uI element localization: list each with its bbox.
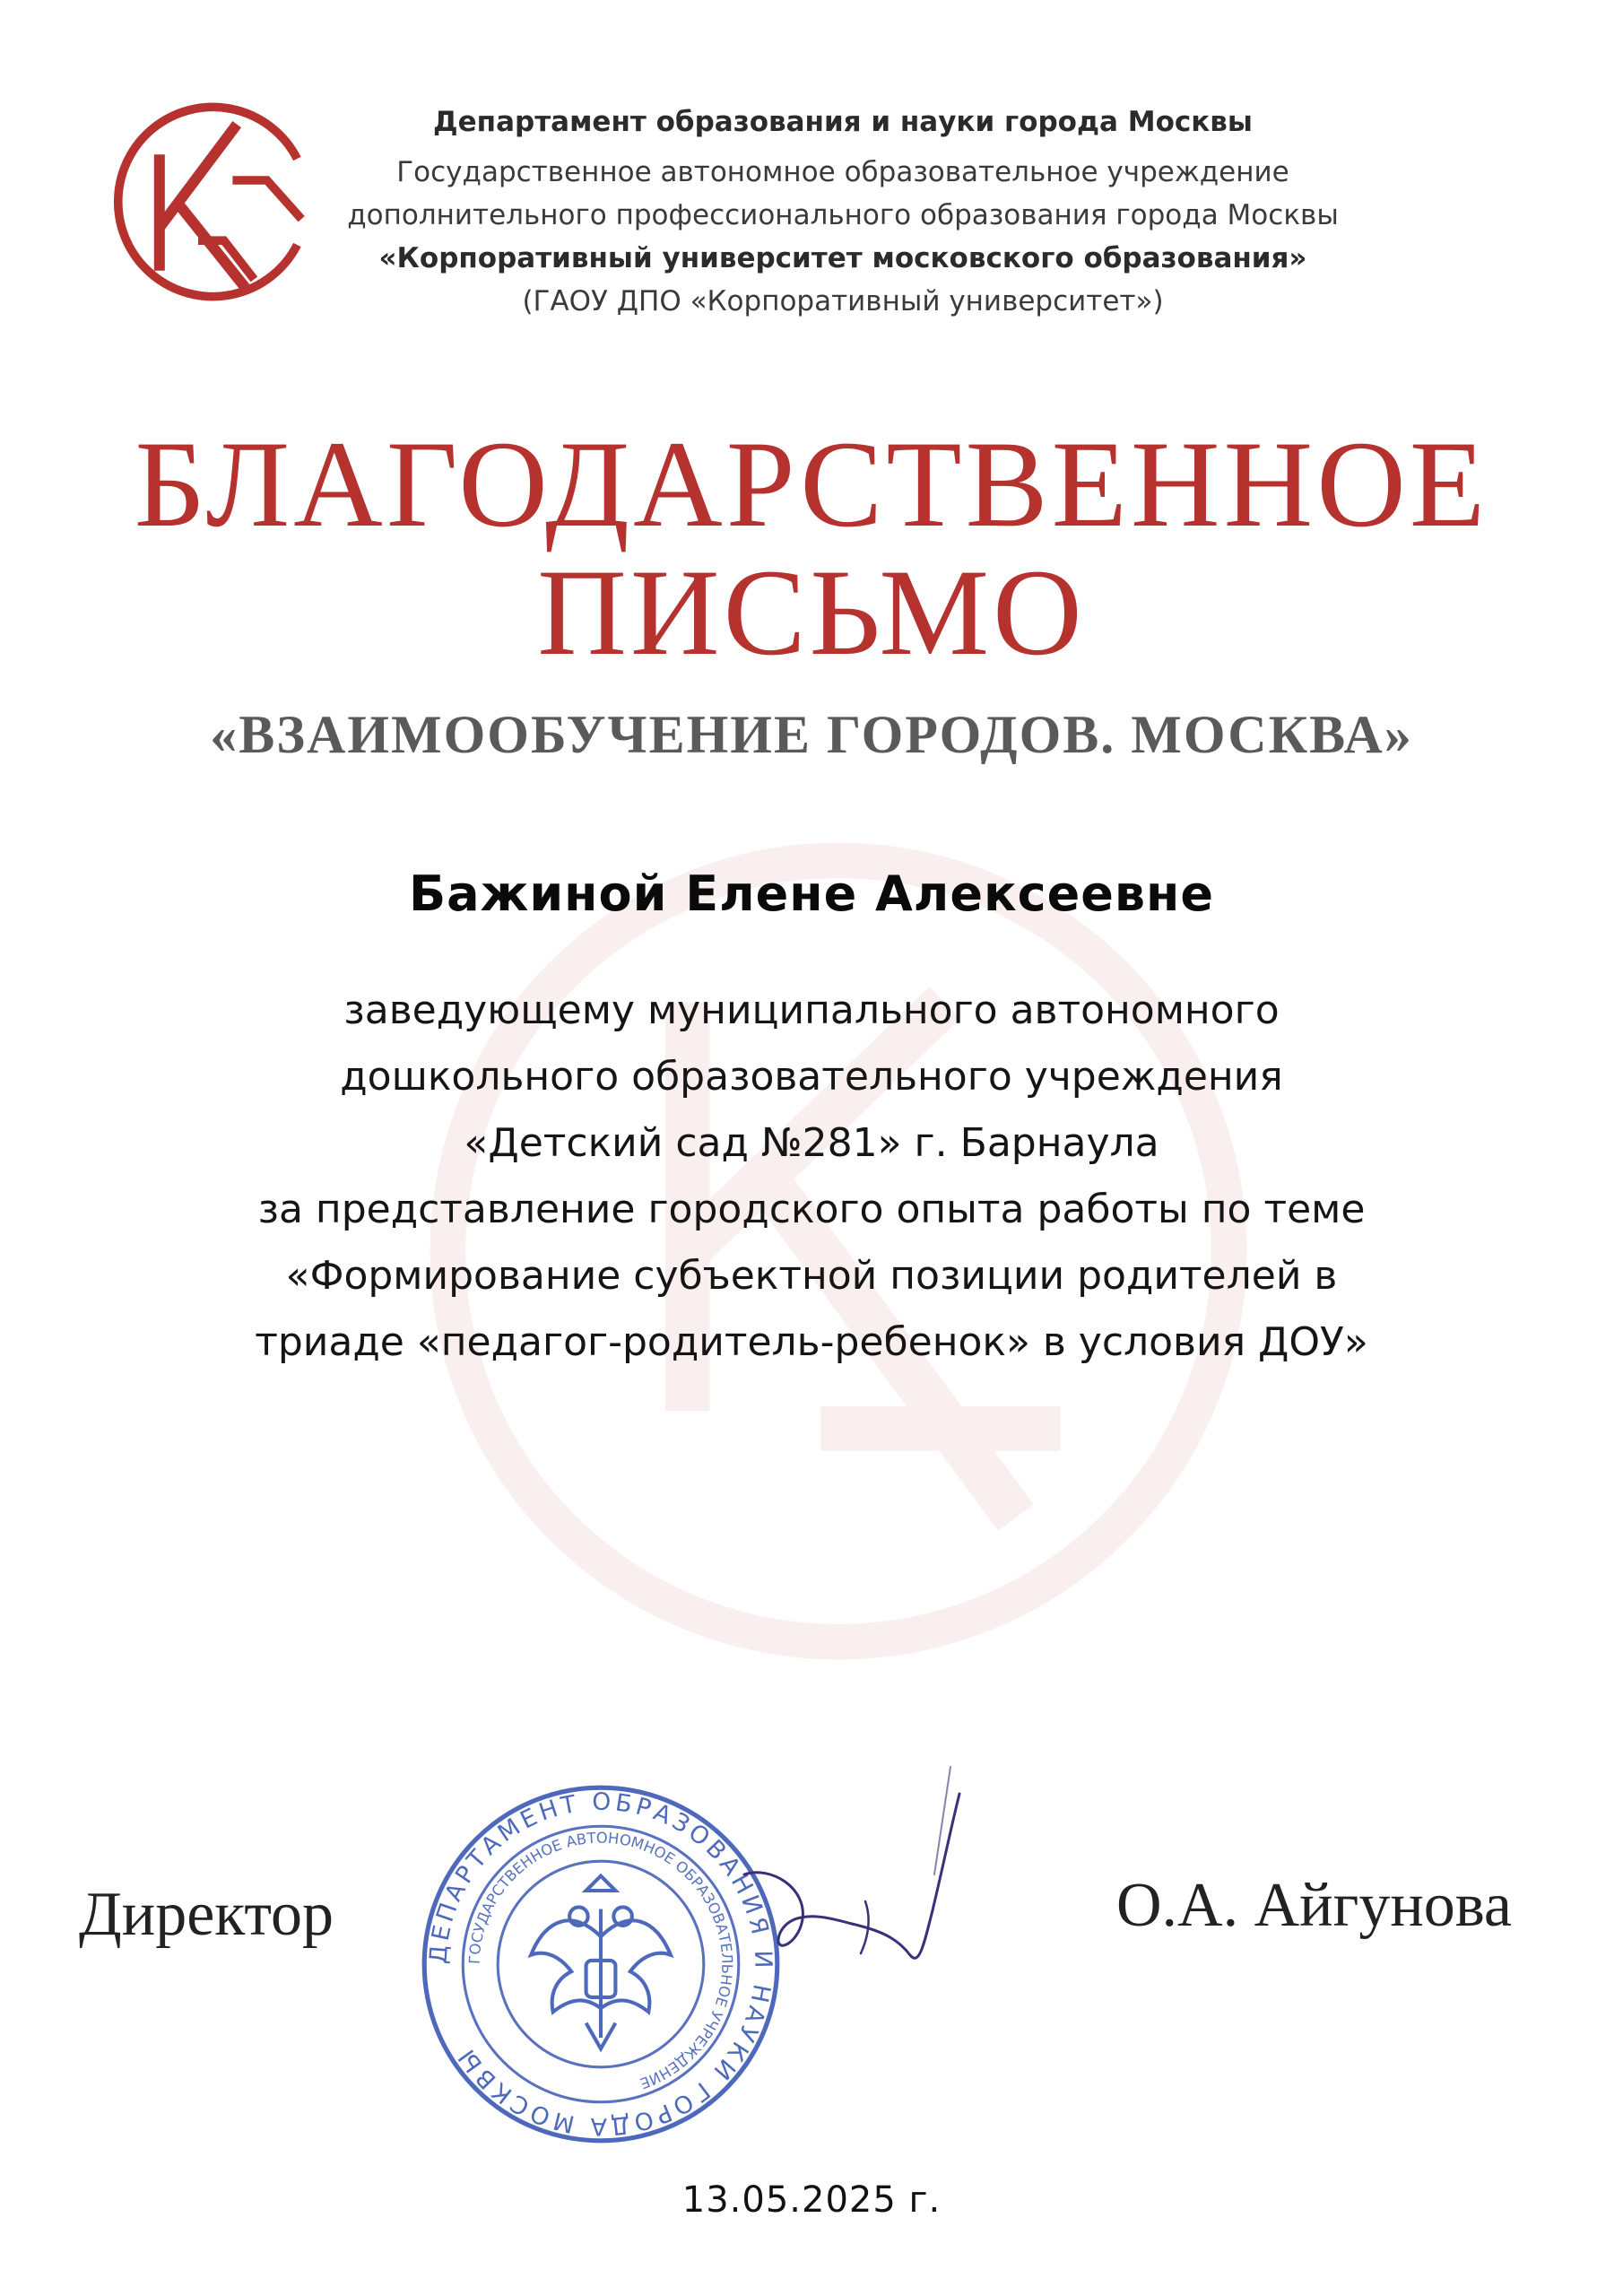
document-title-line2: ПИСЬМО (537, 544, 1086, 681)
document-date: 13.05.2025 г. (681, 2179, 942, 2221)
ku-logo-icon (112, 94, 327, 309)
body-line: заведующему муниципального автономного (343, 987, 1280, 1033)
signatory-position: Директор (79, 1880, 334, 1949)
header-abbreviation: (ГАОУ ДПО «Корпоративный университет») (522, 285, 1164, 317)
body-line: за представление городского опыта работы по теме (257, 1187, 1366, 1232)
body-line: триаде «педагог-родитель-ребенок» в условия ДОУ» (255, 1319, 1368, 1365)
body-line: «Формирование субъектной позиции родителей в (285, 1253, 1338, 1299)
project-title: «ВЗАИМООБУЧЕНИЕ ГОРОДОВ. МОСКВА» (210, 705, 1413, 764)
header-institution-line2: дополнительного профессионального образования города Москвы (347, 199, 1339, 231)
handwritten-signature (708, 1731, 1049, 2090)
header-institution-line1: Государственное автономное образовательное учреждение (396, 156, 1289, 188)
document-title-line1: БЛАГОДАРСТВЕННОЕ (134, 415, 1489, 552)
signatory-name: О.А. Айгунова (1116, 1871, 1512, 1940)
body-line: «Детский сад №281» г. Барнаула (464, 1120, 1159, 1166)
recipient-name: Бажиной Елене Алексеевне (409, 865, 1214, 922)
stamp-outer-text: ДЕПАРТАМЕНТ ОБРАЗОВАНИЯ И НАУКИ ГОРОДА МОСКВЫ (424, 1787, 777, 2141)
header-institution-name: «Корпоративный университет московского образования» (378, 242, 1307, 274)
body-line: дошкольного образовательного учреждения (340, 1054, 1283, 1100)
body-text (143, 978, 1480, 1376)
header-department: Департамент образования и науки города Москвы (433, 106, 1253, 138)
stamp-inner-text: ГОСУДАРСТВЕННОЕ АВТОНОМНОЕ ОБРАЗОВАТЕЛЬНОЕ УЧРЕЖДЕНИЕ (465, 1829, 736, 2092)
